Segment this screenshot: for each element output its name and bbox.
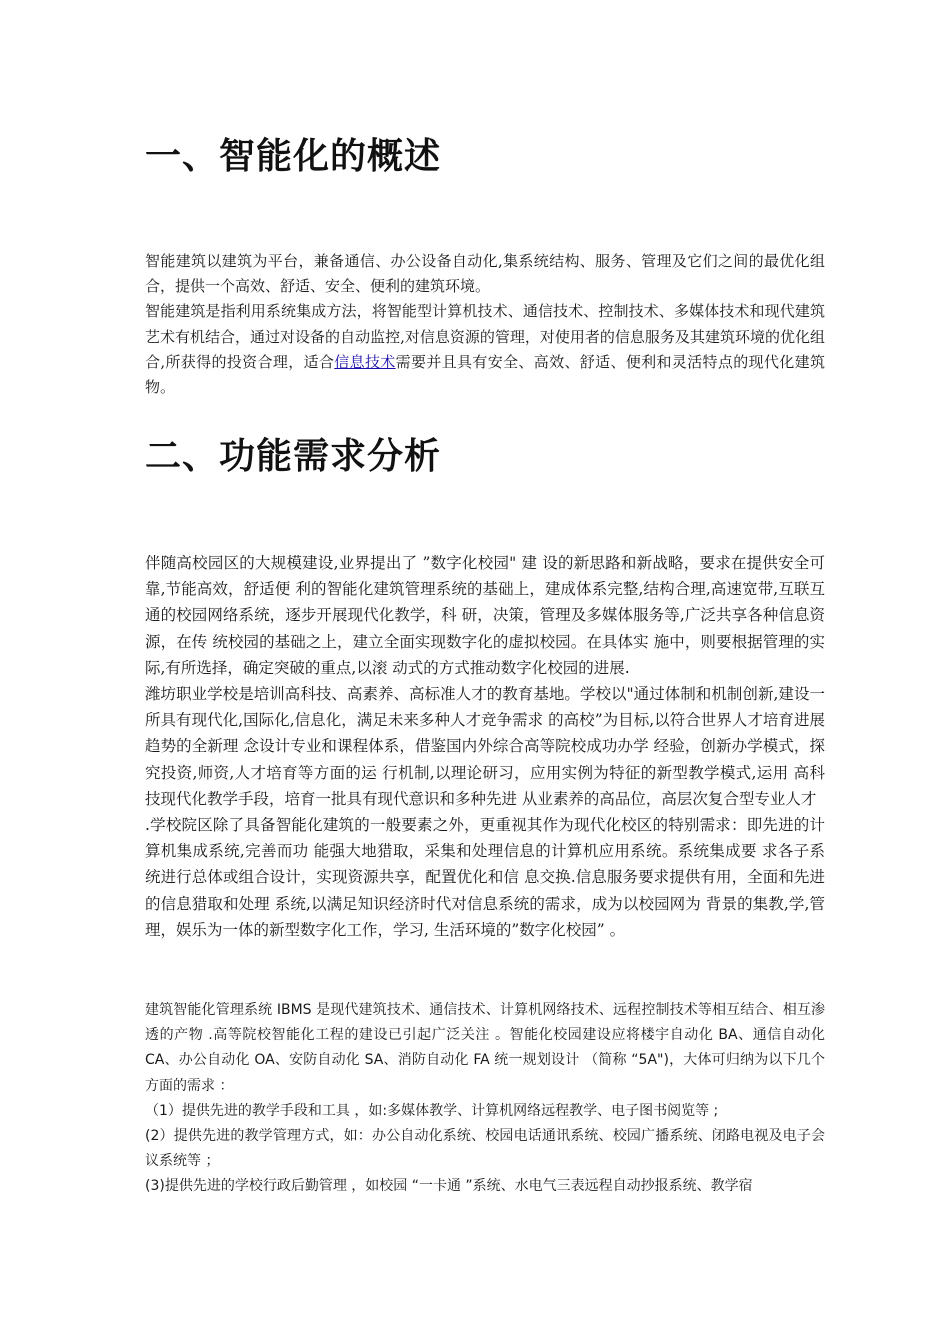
requirement-item-2: (2）提供先进的教学管理方式，如：办公自动化系统、校园电话通讯系统、校园广播系统、闭路电视及电子会议系统等 ； (145, 1128, 825, 1170)
section-2-requirements (145, 998, 825, 1200)
requirement-item-1: （1）提供先进的教学手段和工具 ，如:多媒体教学、计算机网络远程教学、电子图书阅览等 ; (145, 1102, 719, 1119)
paragraph-text: 智能建筑是指利用系统集成方法，将智能型计算机技术、通信技术、控制技术、多媒体技术和现代建筑艺术有机结合，通过对设备的自动监控,对信息资源的管理，对使用者的信息服务及其建筑环境的优化组合,所获得的投资合理，适合 (145, 302, 825, 371)
requirement-item-3: (3)提供先进的学校行政后勤管理 ，如校园 “一卡通 ”系统、水电气三表远程自动抄报系统、教学宿 (145, 1178, 753, 1195)
section-1-paragraph-1: 智能建筑以建筑为平台，兼备通信、办公设备自动化,集系统结构、服务、管理及它们之间的最优化组合，提供一个高效、舒适、安全、便利的建筑环境。 (145, 252, 825, 296)
section-2-paragraph-3: .学校院区除了具备智能化建筑的一般要素之外，更重视其作为现代化校区的特别需求：即先进的计算机集成系统,完善而功 能强大地猎取，采集和处理信息的计算机应用系统。系统集成要 求各子系统进行总体或组合设计，实现资源共享，配置优化和信 息交换.信息服务要求提供有用，全面和先进的信息猎取和处理 系统,以满足知识经济时代对信息系统的需求，成为以校园网为 背景的集教,学,管理，娱乐为一体的新型数字化工作，学习, 生活环境的”数字化校园” 。 (145, 816, 825, 939)
section-2-heading: 二、功能需求分析 (145, 436, 442, 477)
section-2-paragraph-2: 潍坊职业学校是培训高科技、高素养、高标准人才的教育基地。学校以"通过体制和机制创新,建设一 所具有现代化,国际化,信息化，满足未来多种人才竞争需求 的高校”为目标,以符合世界人才培育进展趋势的全新理 念设计专业和课程体系，借鉴国内外综合高等院校成功办学 经验，创新办学模式，探究投资,师资,人才培育等方面的运 行机制,以理论研习，应用实例为特征的新型教学模式,运用 高科技现代化教学手段，培育一批具有现代意识和多种先进 从业素养的高品位，高层次复合型专业人才 (145, 685, 825, 808)
paragraph-text: 需要并且具有安全、高效、舒适、便利和灵活特点的现代化建筑物。 (145, 352, 825, 397)
section-2-paragraph-1: 伴随高校园区的大规模建设,业界提出了 ”数字化校园" 建 设的新思路和新战略，要求在提供安全可靠,节能高效，舒适便 利的智能化建筑管理系统的基础上，建成体系完整,结构合理,高速宽带,互联互通的校园网络系统，逐步开展现代化教学，科 研，决策，管理及多媒体服务等,广泛共享各种信息资源，在传 统校园的基础之上，建立全面实现数字化的虚拟校园。在具体实 施中，则要根据管理的实际,有所选择，确定突破的重点,以滚 动式的方式推动数字化校园的进展. (145, 554, 825, 677)
section-2-paragraph-4: 建筑智能化管理系统 IBMS 是现代建筑技术、通信技术、计算机网络技术、远程控制技术等相互结合、相互渗透的产物 .高等院校智能化工程的建设已引起广泛关注 。智能化校园建设应将楼宇自动化 BA、通信自动化 CA、办公自动化 OA、安防自动化 SA、消防自动化 FA 统一规划设计 （简称 “5A")，大体可归纳为以下几个方面的需求 ： (145, 1002, 825, 1094)
section-1-paragraph-2 (145, 299, 825, 400)
info-tech-link[interactable]: 信息技术 (334, 352, 396, 371)
section-1-heading: 一、智能化的概述 (145, 136, 442, 177)
section-1-body (145, 249, 825, 400)
section-2-body (145, 550, 825, 943)
